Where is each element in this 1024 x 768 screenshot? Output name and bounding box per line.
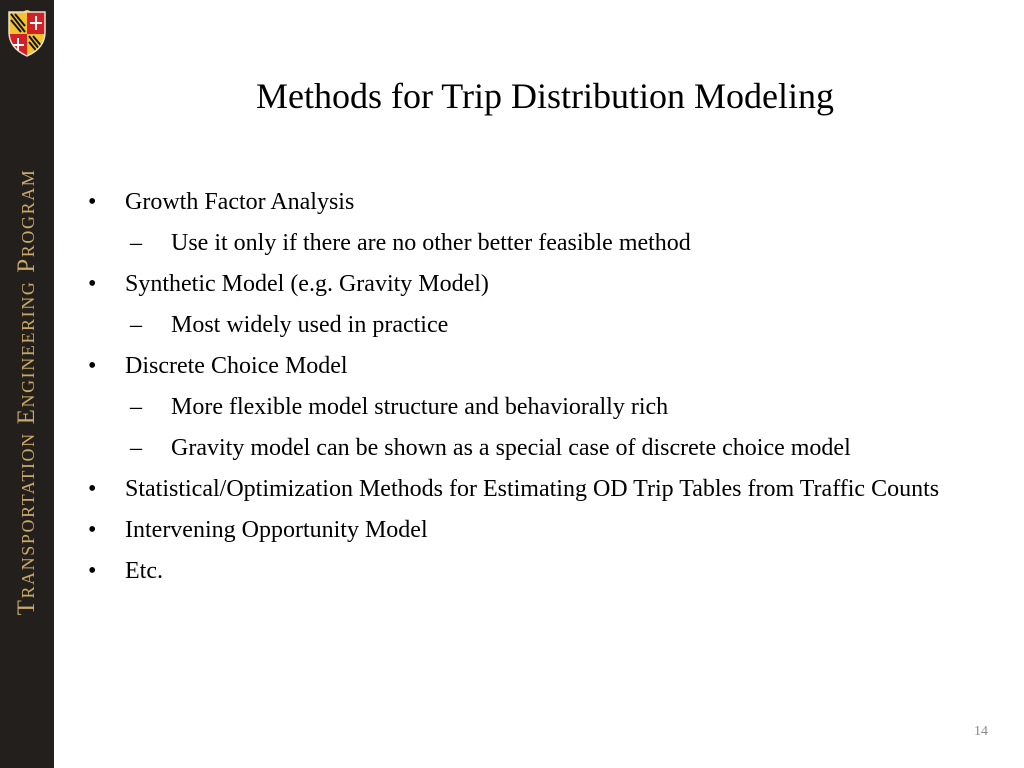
bullet-text: Synthetic Model (e.g. Gravity Model) bbox=[125, 271, 489, 297]
bullet-marker: • bbox=[88, 517, 97, 543]
bullet-text: More flexible model structure and behaviorally rich bbox=[171, 394, 669, 420]
program-name: Transportation Engineering Program bbox=[13, 168, 40, 616]
dash-marker: – bbox=[130, 312, 142, 338]
bullet-item bbox=[88, 186, 988, 218]
dash-marker: – bbox=[130, 394, 142, 420]
bullet-item bbox=[88, 473, 988, 505]
sub-bullet-item bbox=[88, 432, 988, 464]
bullet-text: Statistical/Optimization Methods for Estimating OD Trip Tables from Traffic Counts bbox=[125, 476, 940, 502]
bullet-marker: • bbox=[88, 353, 97, 379]
sub-bullet-item bbox=[88, 309, 988, 341]
bullet-marker: • bbox=[88, 476, 97, 502]
bullet-text: Intervening Opportunity Model bbox=[125, 517, 428, 543]
slide-title: Methods for Trip Distribution Modeling bbox=[255, 76, 835, 116]
sidebar bbox=[0, 0, 54, 768]
bullet-text: Use it only if there are no other better feasible method bbox=[171, 230, 691, 256]
dash-marker: – bbox=[130, 435, 142, 461]
bullet-item bbox=[88, 268, 988, 300]
bullet-marker: • bbox=[88, 271, 97, 297]
bullet-text: Most widely used in practice bbox=[171, 312, 449, 338]
bullet-list bbox=[88, 186, 988, 596]
maryland-flag-seal-icon bbox=[3, 4, 51, 60]
bullet-text: Etc. bbox=[125, 558, 163, 584]
sub-bullet-item bbox=[88, 391, 988, 423]
bullet-marker: • bbox=[88, 558, 97, 584]
page-number: 14 bbox=[974, 724, 988, 739]
bullet-item bbox=[88, 514, 988, 546]
bullet-marker: • bbox=[88, 189, 97, 215]
bullet-item bbox=[88, 350, 988, 382]
bullet-item bbox=[88, 555, 988, 587]
bullet-text: Discrete Choice Model bbox=[125, 353, 348, 379]
sub-bullet-item bbox=[88, 227, 988, 259]
bullet-text: Growth Factor Analysis bbox=[125, 189, 355, 215]
bullet-text: Gravity model can be shown as a special case of discrete choice model bbox=[171, 435, 851, 461]
dash-marker: – bbox=[130, 230, 142, 256]
